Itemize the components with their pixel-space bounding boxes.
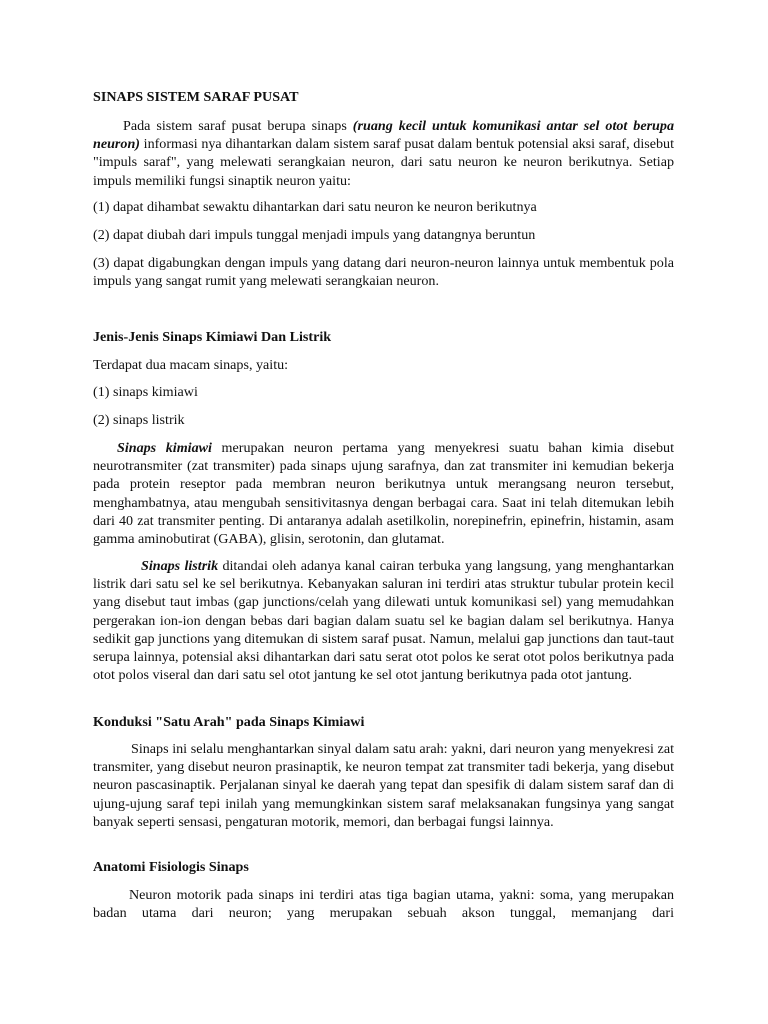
function-item-1: (1) dapat dihambat sewaktu dihantarkan dari satu neuron ke neuron berikutnya: [93, 199, 537, 215]
intro-paragraph: [93, 117, 674, 190]
document-title: SINAPS SISTEM SARAF PUSAT: [93, 89, 299, 105]
chemical-synapse-paragraph: [93, 439, 674, 548]
anatomy-paragraph: Neuron motorik pada sinaps ini terdiri atas tiga bagian utama, yakni: soma, yang merupakan badan utama dari neuron; yang merupakan sebuah akson tunggal, memanjang dari: [93, 887, 674, 922]
conduction-paragraph: Sinaps ini selalu menghantarkan sinyal dalam satu arah: yakni, dari neuron yang menyekresi zat transmiter, yang disebut neuron prasinaptik, ke neuron tempat zat transmiter tadi bekerja, yang disebut neuron pascasinaptik. Perjalanan sinyal ke daerah yang tepat dan spesifik di dalam sistem saraf dan di ujung-ujung saraf tepi inilah yang memungkinkan sistem saraf melaksanakan fungsinya yang sangat banyak seperti sensasi, pengaturan motorik, memori, dan berbagai fungsi lainnya.: [93, 741, 674, 830]
section-heading-types: Jenis-Jenis Sinaps Kimiawi Dan Listrik: [93, 329, 332, 345]
types-item-2: (2) sinaps listrik: [93, 412, 185, 428]
types-lead: Terdapat dua macam sinaps, yaitu:: [93, 357, 289, 373]
function-item-3: (3) dapat digabungkan dengan impuls yang datang dari neuron-neuron lainnya untuk membentuk pola impuls yang sangat rumit yang melewati serangkaian neuron.: [93, 255, 674, 290]
electrical-synapse-text: ditandai oleh adanya kanal cairan terbuka yang langsung, yang menghantarkan listrik dari satu sel ke sel berikutnya. Kebanyakan saluran ini terdiri atas struktur tubular protein kecil yang disebut taut imbas (gap junctions/celah yang dilewati untuk komunikasi sel) yang memudahkan pergerakan ion-ion dengan bebas dari bagian dalam suatu sel ke bagian dalam sel berikutnya. Hanya sedikit gap junctions yang ditemukan di sistem saraf pusat. Namun, melalui gap junctions dan taut-taut serupa lainnya, potensial aksi dihantarkan dari satu serat otot polos ke serat otot polos berikutnya pada otot polos viseral dan dari satu sel otot jantung ke sel otot jantung berikutnya pada otot jantung.: [93, 558, 675, 684]
types-item-1: (1) sinaps kimiawi: [93, 384, 198, 400]
chemical-synapse-term: Sinaps kimiawi: [117, 440, 212, 456]
function-item-2: (2) dapat diubah dari impuls tunggal menjadi impuls yang datangnya beruntun: [93, 227, 536, 243]
intro-emphasis: (ruang kecil untuk komunikasi antar sel otot berupa neuron): [93, 118, 674, 153]
section-heading-anatomy: Anatomi Fisiologis Sinaps: [93, 859, 249, 875]
intro-lead: Pada sistem saraf pusat berupa sinaps: [123, 118, 353, 134]
chemical-synapse-text: merupakan neuron pertama yang menyekresi suatu bahan kimia disebut neurotransmiter (zat transmiter) pada sinaps ujung sarafnya, dan zat transmiter ini kemudian bekerja pada protein reseptor pada membran neuron berikutnya untuk merangsang neuron tersebut, menghambatnya, atau mengubah sensitivitasnya dengan berbagai cara. Saat ini telah ditemukan lebih dari 40 zat transmiter penting. Di antaranya adalah asetilkolin, norepinefrin, epinefrin, histamin, asam gamma aminobutirat (GABA), glisin, serotonin, dan glutamat.: [93, 440, 674, 548]
section-heading-conduction: Konduksi "Satu Arah" pada Sinaps Kimiawi: [93, 714, 365, 730]
intro-rest: informasi nya dihantarkan dalam sistem saraf pusat dalam bentuk potensial aksi saraf, disebut "impuls saraf", yang melewati serangkaian neuron, dari satu neuron ke neuron berikutnya. Setiap impuls memiliki fungsi sinaptik neuron yaitu:: [93, 136, 674, 189]
electrical-synapse-paragraph: [93, 557, 674, 684]
electrical-synapse-term: Sinaps listrik: [141, 558, 219, 574]
